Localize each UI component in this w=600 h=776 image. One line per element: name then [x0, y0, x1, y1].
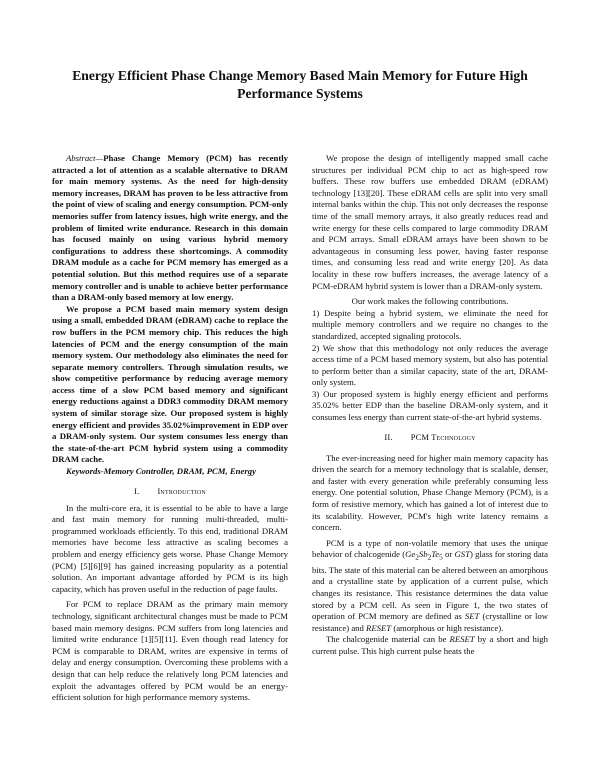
- pcm-text-or: or: [442, 549, 455, 560]
- section-2-number: II.: [384, 431, 393, 442]
- abstract-paragraph-1: [52, 153, 288, 304]
- section-2-title: PCM Technology: [410, 432, 476, 442]
- pcm-paragraph-3: [312, 634, 548, 657]
- pcm-text: ) glass for storing data bits. The state of this material can be altered between an amorphous and a crystalline state by application of a current pulse, which changes its resistance. This resistance determines the data value stored by a PCM cell. As seen in Figure 1, the two states of operation of PCM memory are defined as: [312, 549, 548, 622]
- contributions-intro: Our work makes the following contributions.: [351, 296, 509, 307]
- section-1-heading: [52, 486, 288, 497]
- abstract-label: Abstract: [66, 153, 96, 163]
- contribution-1: 1) Despite being a hybrid system, we eliminate the need for multiple memory controllers and we require no changes to the standardized, accepted signaling protocols.: [312, 307, 548, 341]
- intro-paragraph-2: For PCM to replace DRAM as the primary main memory technology, significant architectural changes must be made to PCM based main memory designs. PCM suffers from long latencies and limited write endurance [1][5][11]. Even though read latency for PCM is comparable to DRAM, writes are expensive in terms of delay and energy consumption. Overcoming these problems with a design that can help reduce the relatively long PCM latencies and exploit the advantages offered by PCM would be an energy-efficient solution for high performance memory systems.: [52, 599, 288, 703]
- pcm-text: The chalcogenide material can be: [326, 634, 450, 645]
- pcm-text: (crystalline or low resistance) and: [312, 611, 548, 633]
- pcm-paragraph-2: [312, 538, 548, 634]
- abstract-text-1: Phase Change Memory (PCM) has recently attracted a lot of attention as a scalable alternative to DRAM for main memory systems. As the need for high-density memory increases, DRAM has proven to be less attractive from the point of view of scaling and energy consumption. PCM-only memories suffer from latency issues, high write energy, and the problem of limited write endurance. Research in this domain has focused mainly on using various hybrid memory configurations to address these shortcomings. A commodity DRAM module as a cache for PCM memory has emerged as a potential solution. But this method requires use of a separate memory controller and is unable to achieve better performance than a DRAM-only based memory at low energy.: [52, 153, 288, 303]
- paper-title: Energy Efficient Phase Change Memory Based Main Memory for Future High Performance Systems: [72, 68, 528, 101]
- section-2-heading: [312, 432, 548, 443]
- formula-sub-1: 2: [415, 554, 419, 563]
- term-set: SET: [464, 611, 480, 622]
- section-1-title: Introduction: [157, 486, 206, 496]
- formula-te: Te: [431, 549, 440, 560]
- pcm-paragraph-1: The ever-increasing need for higher main memory capacity has driven the search for a memory technology that is scalable, denser, and faster with every generation while preferably consuming less energy. One potential solution, Phase Change Memory (PCM), is a form of resistive memory, which has gained a lot of interest due to its scalability. However, PCM's high write latency remains a concern.: [312, 452, 548, 533]
- contribution-2: 2) We show that this methodology not only reduces the average access time of a PCM based memory system, but also has potential to perform better than a similar capacity, state of the art, DRAM-only system.: [312, 342, 548, 388]
- pcm-text: by a short and high current pulse. This high current pulse heats the: [312, 634, 548, 656]
- left-column: [52, 153, 288, 704]
- formula-sub-3: 5: [439, 554, 443, 563]
- section-1-number: I.: [134, 485, 140, 496]
- formula-sub-2: 2: [427, 554, 432, 563]
- right-paragraph-1: We propose the design of intelligently mapped small cache structures per individual PCM chip to act as high-speed row buffers. These row buffers use embedded DRAM (eDRAM) technology [13][20]. These eDRAM cells are split into very small internal banks within the chip. This not only decreases the response time of the small memory arrays, it also greatly reduces read and write energy for these cells compared to large commodity DRAM and PCM arrays. Small eDRAM arrays have been shown to be advantageous in consuming less power, having faster response times, and consuming less read and write energy [20]. As data locality in these row buffers increases, the average latency of a PCM-eDRAM hybrid system is lower than a DRAM-only system.: [312, 153, 548, 291]
- keywords: Keywords-Memory Controller, DRAM, PCM, Energy: [66, 466, 256, 477]
- formula-sb: Sb: [418, 549, 428, 560]
- abstract-paragraph-2: We propose a PCM based main memory system design using a small, embedded DRAM (eDRAM) cache to replace the row buffers in the PCM memory chip. This reduces the high latencies of PCM and the energy consumption of the main memory system. Our methodology also eliminates the need for separate memory controllers. Through simulation results, we show competitive performance by reducing average memory access time of a slow PCM based memory and significant energy reductions against a DDR3 commodity DRAM memory system of similar storage size. Our proposed system is highly energy efficient and provides 35.02%improvement in EDP over a DRAM-only system. Our system consumes less energy than the state-of-the-art PCM hybrid system using a commodity DRAM cache.: [52, 303, 288, 465]
- abstract-dash: —: [95, 153, 104, 163]
- term-reset: RESET: [366, 622, 392, 633]
- formula-gst: GST: [454, 549, 470, 560]
- right-column: [312, 153, 548, 657]
- pcm-text: PCM is a type of non-volatile memory that uses the unique behavior of chalcogenide (: [312, 537, 548, 560]
- contribution-3: 3) Our proposed system is highly energy efficient and performs 35.02% better EDP than the baseline DRAM-only system, and it consumes less energy than current state-of-the-art hybrid systems.: [312, 388, 548, 423]
- abstract: [52, 153, 288, 478]
- formula-ge: Ge: [405, 549, 416, 560]
- term-reset: RESET: [449, 634, 475, 645]
- intro-paragraph-1: In the multi-core era, it is essential to be able to have a large and fast main memory for running multi-threaded, multi-programmed workloads efficiently. To this end, traditional DRAM memories have become less attractive as scaling becomes a problem and energy efficiency gets worse. Phase Change Memory (PCM) [5][6][9] has gained increasing popularity as a potential solution. An important advantage afforded by PCM is its high capacity, which has proven useful in the reduction of page faults.: [52, 502, 288, 594]
- pcm-text: (amorphous or high resistance).: [391, 622, 504, 633]
